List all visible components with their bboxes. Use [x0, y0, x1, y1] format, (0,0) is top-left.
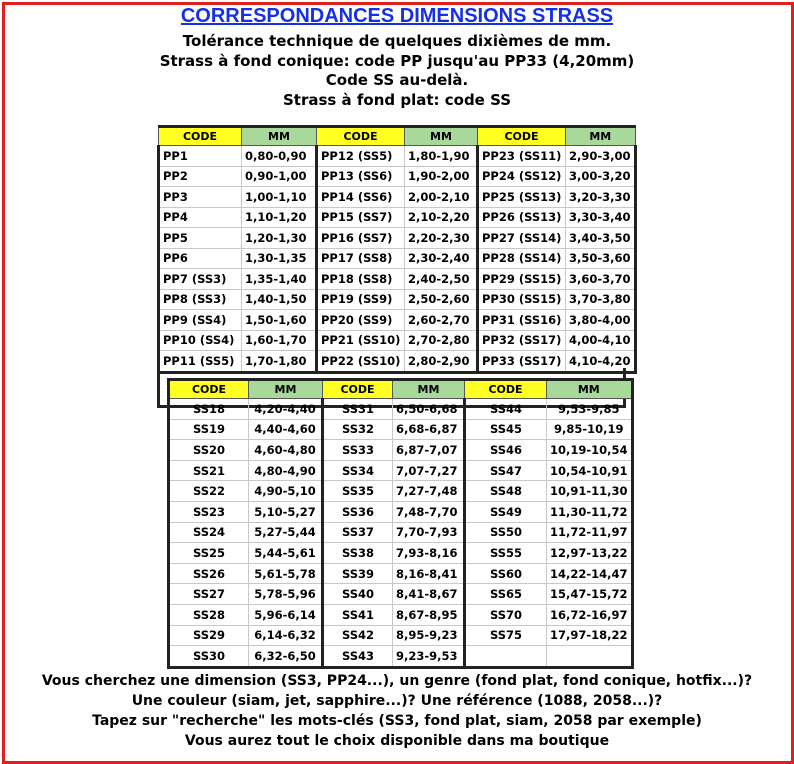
mm-cell: 1,80-1,90 [405, 146, 478, 167]
mm-cell: 2,20-2,30 [405, 228, 478, 249]
table-row [169, 501, 633, 522]
code-cell: PP21 (SS10) [317, 330, 405, 351]
mm-cell: 1,30-1,35 [242, 248, 317, 269]
mm-cell: 0,80-0,90 [242, 146, 317, 167]
mm-cell: 4,60-4,80 [249, 440, 323, 461]
mm-header: MM [405, 127, 478, 146]
ss-size-table [167, 378, 634, 669]
code-cell: SS42 [323, 625, 393, 646]
mm-cell: 10,19-10,54 [547, 440, 633, 461]
table-row [159, 351, 636, 373]
mm-cell: 10,91-11,30 [547, 481, 633, 502]
code-cell: SS19 [169, 419, 249, 440]
code-cell: SS32 [323, 419, 393, 440]
code-cell: PP7 (SS3) [159, 269, 242, 290]
code-cell: SS46 [465, 440, 547, 461]
code-cell: PP29 (SS15) [478, 269, 566, 290]
table-row [169, 460, 633, 481]
table-header-row [159, 127, 636, 146]
code-header: CODE [323, 380, 393, 399]
code-cell: PP19 (SS9) [317, 289, 405, 310]
mm-cell: 1,40-1,50 [242, 289, 317, 310]
table-row [169, 646, 633, 668]
intro-line: Strass à fond conique: code PP jusqu'au PP33 (4,20mm) [159, 51, 635, 70]
code-cell: PP33 (SS17) [478, 351, 566, 373]
mm-cell: 2,70-2,80 [405, 330, 478, 351]
code-cell: SS47 [465, 460, 547, 481]
mm-cell: 1,70-1,80 [242, 351, 317, 373]
intro-text [0, 32, 794, 110]
mm-cell: 1,50-1,60 [242, 310, 317, 331]
code-cell: SS28 [169, 604, 249, 625]
mm-cell: 1,20-1,30 [242, 228, 317, 249]
code-cell: PP25 (SS13) [478, 187, 566, 208]
code-cell: SS22 [169, 481, 249, 502]
mm-cell: 17,97-18,22 [547, 625, 633, 646]
mm-cell: 5,96-6,14 [249, 604, 323, 625]
code-cell: SS29 [169, 625, 249, 646]
code-cell: SS48 [465, 481, 547, 502]
code-cell: SS18 [169, 399, 249, 420]
code-cell: SS45 [465, 419, 547, 440]
mm-cell: 0,90-1,00 [242, 166, 317, 187]
table-row [159, 269, 636, 290]
table-row [159, 228, 636, 249]
mm-cell: 6,32-6,50 [249, 646, 323, 668]
mm-header: MM [566, 127, 636, 146]
mm-cell: 16,72-16,97 [547, 604, 633, 625]
mm-cell: 6,87-7,07 [393, 440, 465, 461]
table-header-row [169, 380, 633, 399]
code-cell: PP30 (SS15) [478, 289, 566, 310]
mm-cell: 9,23-9,53 [393, 646, 465, 668]
mm-cell: 12,97-13,22 [547, 543, 633, 564]
mm-cell: 8,67-8,95 [393, 604, 465, 625]
table-row [169, 419, 633, 440]
table-row [169, 522, 633, 543]
mm-cell: 3,60-3,70 [566, 269, 636, 290]
mm-cell: 1,90-2,00 [405, 166, 478, 187]
mm-cell: 2,00-2,10 [405, 187, 478, 208]
code-cell: SS37 [323, 522, 393, 543]
code-cell: SS41 [323, 604, 393, 625]
code-cell: PP32 (SS17) [478, 330, 566, 351]
code-cell: PP4 [159, 207, 242, 228]
footer-text [0, 671, 794, 751]
mm-cell: 1,00-1,10 [242, 187, 317, 208]
mm-cell: 5,10-5,27 [249, 501, 323, 522]
intro-line: Tolérance technique de quelques dixièmes de mm. [182, 32, 612, 50]
mm-cell: 6,50-6,68 [393, 399, 465, 420]
code-cell: SS34 [323, 460, 393, 481]
mm-cell: 7,70-7,93 [393, 522, 465, 543]
code-cell: SS20 [169, 440, 249, 461]
mm-cell: 4,10-4,20 [566, 351, 636, 373]
mm-cell: 1,35-1,40 [242, 269, 317, 290]
code-cell: PP28 (SS14) [478, 248, 566, 269]
mm-cell: 1,60-1,70 [242, 330, 317, 351]
mm-cell: 14,22-14,47 [547, 563, 633, 584]
code-cell: SS70 [465, 604, 547, 625]
mm-cell: 10,54-10,91 [547, 460, 633, 481]
table-row [169, 399, 633, 420]
code-cell: PP14 (SS6) [317, 187, 405, 208]
mm-header: MM [393, 380, 465, 399]
mm-cell: 3,20-3,30 [566, 187, 636, 208]
mm-cell: 4,00-4,10 [566, 330, 636, 351]
mm-header: MM [547, 380, 633, 399]
code-cell: SS55 [465, 543, 547, 564]
footer-line: Tapez sur "recherche" les mots-clés (SS3, fond plat, siam, 2058 par exemple) [92, 713, 702, 729]
code-cell: SS30 [169, 646, 249, 668]
mm-cell: 2,50-2,60 [405, 289, 478, 310]
mm-cell: 7,93-8,16 [393, 543, 465, 564]
code-cell: PP10 (SS4) [159, 330, 242, 351]
mm-cell: 1,10-1,20 [242, 207, 317, 228]
mm-cell: 4,90-5,10 [249, 481, 323, 502]
code-cell: PP13 (SS6) [317, 166, 405, 187]
mm-cell: 2,80-2,90 [405, 351, 478, 373]
code-cell: PP22 (SS10) [317, 351, 405, 373]
mm-cell: 8,16-8,41 [393, 563, 465, 584]
mm-cell: 3,30-3,40 [566, 207, 636, 228]
mm-cell: 9,53-9,85 [547, 399, 633, 420]
code-cell: PP5 [159, 228, 242, 249]
code-cell: SS36 [323, 501, 393, 522]
mm-cell: 8,41-8,67 [393, 584, 465, 605]
code-cell: SS31 [323, 399, 393, 420]
mm-cell: 2,60-2,70 [405, 310, 478, 331]
table-row [169, 481, 633, 502]
mm-cell: 4,80-4,90 [249, 460, 323, 481]
footer-line: Vous cherchez une dimension (SS3, PP24...), un genre (fond plat, fond conique, hotfix...)? [41, 673, 753, 689]
mm-cell: 6,68-6,87 [393, 419, 465, 440]
code-header: CODE [478, 127, 566, 146]
code-cell: SS23 [169, 501, 249, 522]
mm-cell: 11,30-11,72 [547, 501, 633, 522]
table-row [169, 584, 633, 605]
code-cell: PP6 [159, 248, 242, 269]
code-cell: PP26 (SS13) [478, 207, 566, 228]
code-cell: PP11 (SS5) [159, 351, 242, 373]
code-cell: SS50 [465, 522, 547, 543]
table-row [159, 166, 636, 187]
code-cell: SS38 [323, 543, 393, 564]
mm-cell: 9,85-10,19 [547, 419, 633, 440]
code-cell: PP3 [159, 187, 242, 208]
code-cell: PP23 (SS11) [478, 146, 566, 167]
table-row [159, 207, 636, 228]
code-cell: PP2 [159, 166, 242, 187]
code-cell: SS39 [323, 563, 393, 584]
mm-cell: 7,27-7,48 [393, 481, 465, 502]
code-cell: PP16 (SS7) [317, 228, 405, 249]
mm-cell: 5,78-5,96 [249, 584, 323, 605]
mm-cell: 15,47-15,72 [547, 584, 633, 605]
code-cell: PP27 (SS14) [478, 228, 566, 249]
table-row [159, 146, 636, 167]
mm-cell: 3,50-3,60 [566, 248, 636, 269]
mm-cell: 2,40-2,50 [405, 269, 478, 290]
code-cell: PP18 (SS8) [317, 269, 405, 290]
footer-line: Vous aurez tout le choix disponible dans ma boutique [184, 733, 610, 749]
mm-cell: 5,44-5,61 [249, 543, 323, 564]
table-row [159, 330, 636, 351]
code-header: CODE [465, 380, 547, 399]
mm-cell: 7,48-7,70 [393, 501, 465, 522]
table-row [169, 604, 633, 625]
code-cell: PP12 (SS5) [317, 146, 405, 167]
code-cell: PP20 (SS9) [317, 310, 405, 331]
footer-line: Une couleur (siam, jet, sapphire...)? Une référence (1088, 2058...)? [131, 693, 663, 709]
table-row [169, 563, 633, 584]
mm-cell: 5,61-5,78 [249, 563, 323, 584]
code-cell: SS43 [323, 646, 393, 668]
code-cell [465, 646, 547, 668]
code-cell: SS26 [169, 563, 249, 584]
code-cell: SS33 [323, 440, 393, 461]
mm-cell [547, 646, 633, 668]
code-cell: PP17 (SS8) [317, 248, 405, 269]
mm-cell: 3,40-3,50 [566, 228, 636, 249]
code-cell: SS75 [465, 625, 547, 646]
page-title: CORRESPONDANCES DIMENSIONS STRASS [180, 5, 614, 27]
code-header: CODE [317, 127, 405, 146]
intro-line: Code SS au-delà. [325, 71, 469, 89]
code-cell: PP15 (SS7) [317, 207, 405, 228]
mm-cell: 7,07-7,27 [393, 460, 465, 481]
table-row [159, 248, 636, 269]
mm-cell: 3,70-3,80 [566, 289, 636, 310]
code-cell: PP8 (SS3) [159, 289, 242, 310]
table-row [159, 310, 636, 331]
mm-cell: 5,27-5,44 [249, 522, 323, 543]
code-cell: PP24 (SS12) [478, 166, 566, 187]
pp-size-table [157, 125, 637, 374]
code-cell: SS35 [323, 481, 393, 502]
code-header: CODE [169, 380, 249, 399]
mm-cell: 3,00-3,20 [566, 166, 636, 187]
intro-line: Strass à fond plat: code SS [282, 90, 512, 109]
mm-header: MM [242, 127, 317, 146]
mm-cell: 2,90-3,00 [566, 146, 636, 167]
code-cell: SS27 [169, 584, 249, 605]
code-cell: PP9 (SS4) [159, 310, 242, 331]
code-cell: SS24 [169, 522, 249, 543]
mm-cell: 4,40-4,60 [249, 419, 323, 440]
mm-cell: 2,30-2,40 [405, 248, 478, 269]
table-row [159, 187, 636, 208]
code-cell: PP1 [159, 146, 242, 167]
code-header: CODE [159, 127, 242, 146]
code-cell: SS44 [465, 399, 547, 420]
mm-cell: 6,14-6,32 [249, 625, 323, 646]
code-cell: SS21 [169, 460, 249, 481]
mm-cell: 8,95-9,23 [393, 625, 465, 646]
table-row [169, 543, 633, 564]
code-cell: SS40 [323, 584, 393, 605]
code-cell: SS65 [465, 584, 547, 605]
code-cell: SS25 [169, 543, 249, 564]
mm-cell: 3,80-4,00 [566, 310, 636, 331]
code-cell: PP31 (SS16) [478, 310, 566, 331]
table-row [169, 625, 633, 646]
mm-header: MM [249, 380, 323, 399]
code-cell: SS49 [465, 501, 547, 522]
code-cell: SS60 [465, 563, 547, 584]
mm-cell: 11,72-11,97 [547, 522, 633, 543]
table-row [159, 289, 636, 310]
table-row [169, 440, 633, 461]
mm-cell: 4,20-4,40 [249, 399, 323, 420]
mm-cell: 2,10-2,20 [405, 207, 478, 228]
